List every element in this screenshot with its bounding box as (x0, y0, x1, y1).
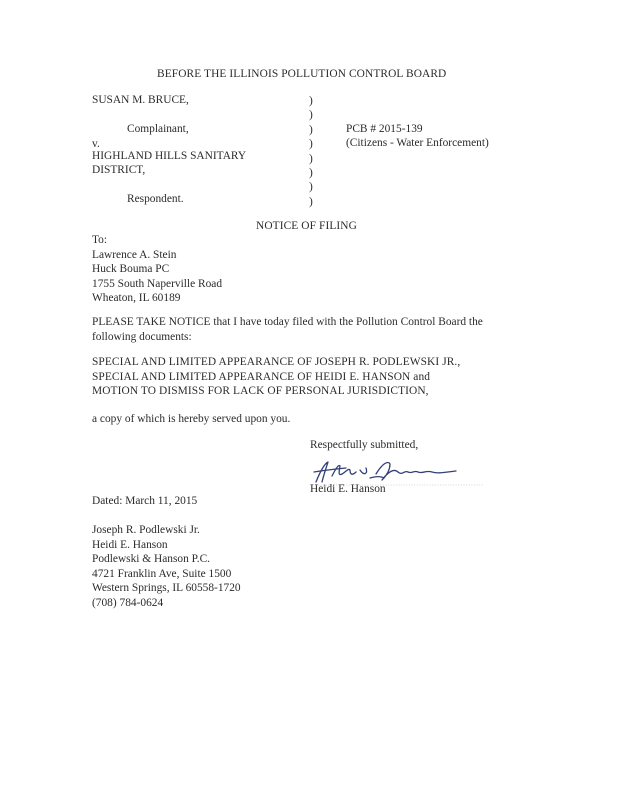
notice-title: NOTICE OF FILING (256, 220, 357, 232)
notice-line: following documents: (92, 330, 192, 343)
paren: ) (309, 123, 313, 136)
paren: ) (309, 195, 313, 208)
documents-list (92, 355, 460, 399)
respondent-role: Respondent. (127, 193, 184, 205)
date-line: Dated: March 11, 2015 (92, 495, 198, 507)
paren: ) (309, 109, 313, 122)
complainant-role: Complainant, (127, 123, 189, 135)
complainant-name: SUSAN M. BRUCE, (92, 94, 189, 106)
recipient-line: Lawrence A. Stein (92, 248, 177, 261)
paren: ) (309, 152, 313, 165)
paren: ) (309, 95, 313, 107)
respondent-name-line1: HIGHLAND HILLS SANITARY (92, 150, 247, 162)
document-item: SPECIAL AND LIMITED APPEARANCE OF JOSEPH R. PODLEWSKI JR., (92, 356, 461, 368)
counsel-line: Western Springs, IL 60558-1720 (92, 582, 241, 595)
recipient-line: 1755 South Naperville Road (92, 277, 223, 290)
counsel-block (92, 523, 241, 611)
document-item: MOTION TO DISMISS FOR LACK OF PERSONAL JURISDICTION, (92, 385, 429, 398)
notice-line: PLEASE TAKE NOTICE that I have today filed with the Pollution Control Board the (92, 316, 483, 328)
case-number: PCB # 2015-139 (346, 123, 423, 135)
recipient-block (92, 233, 222, 306)
paren: ) (309, 181, 313, 194)
counsel-line: Joseph R. Podlewski Jr. (92, 524, 200, 536)
document-item: SPECIAL AND LIMITED APPEARANCE OF HEIDI E. HANSON and (92, 370, 431, 383)
service-statement: a copy of which is hereby served upon you. (92, 413, 291, 425)
paren: ) (309, 138, 313, 151)
paren: ) (309, 166, 313, 179)
respondent-name-line2: DISTRICT, (92, 164, 146, 176)
counsel-line: Podlewski & Hanson P.C. (92, 553, 211, 566)
closing-text: Respectfully submitted, (310, 439, 419, 451)
counsel-line: 4721 Franklin Ave, Suite 1500 (92, 567, 232, 580)
counsel-line: Heidi E. Hanson (92, 538, 168, 551)
versus-label: v. (92, 138, 100, 150)
notice-paragraph (92, 315, 483, 344)
recipient-line: Wheaton, IL 60189 (92, 292, 181, 305)
caption-parentheses (309, 94, 313, 209)
recipient-line: Huck Bouma PC (92, 263, 170, 276)
signer-name: Heidi E. Hanson (310, 483, 386, 495)
to-label: To: (92, 234, 108, 246)
document-heading: BEFORE THE ILLINOIS POLLUTION CONTROL BOARD (157, 68, 447, 80)
counsel-line: (708) 784-0624 (92, 596, 164, 609)
case-type: (Citizens - Water Enforcement) (346, 137, 489, 149)
